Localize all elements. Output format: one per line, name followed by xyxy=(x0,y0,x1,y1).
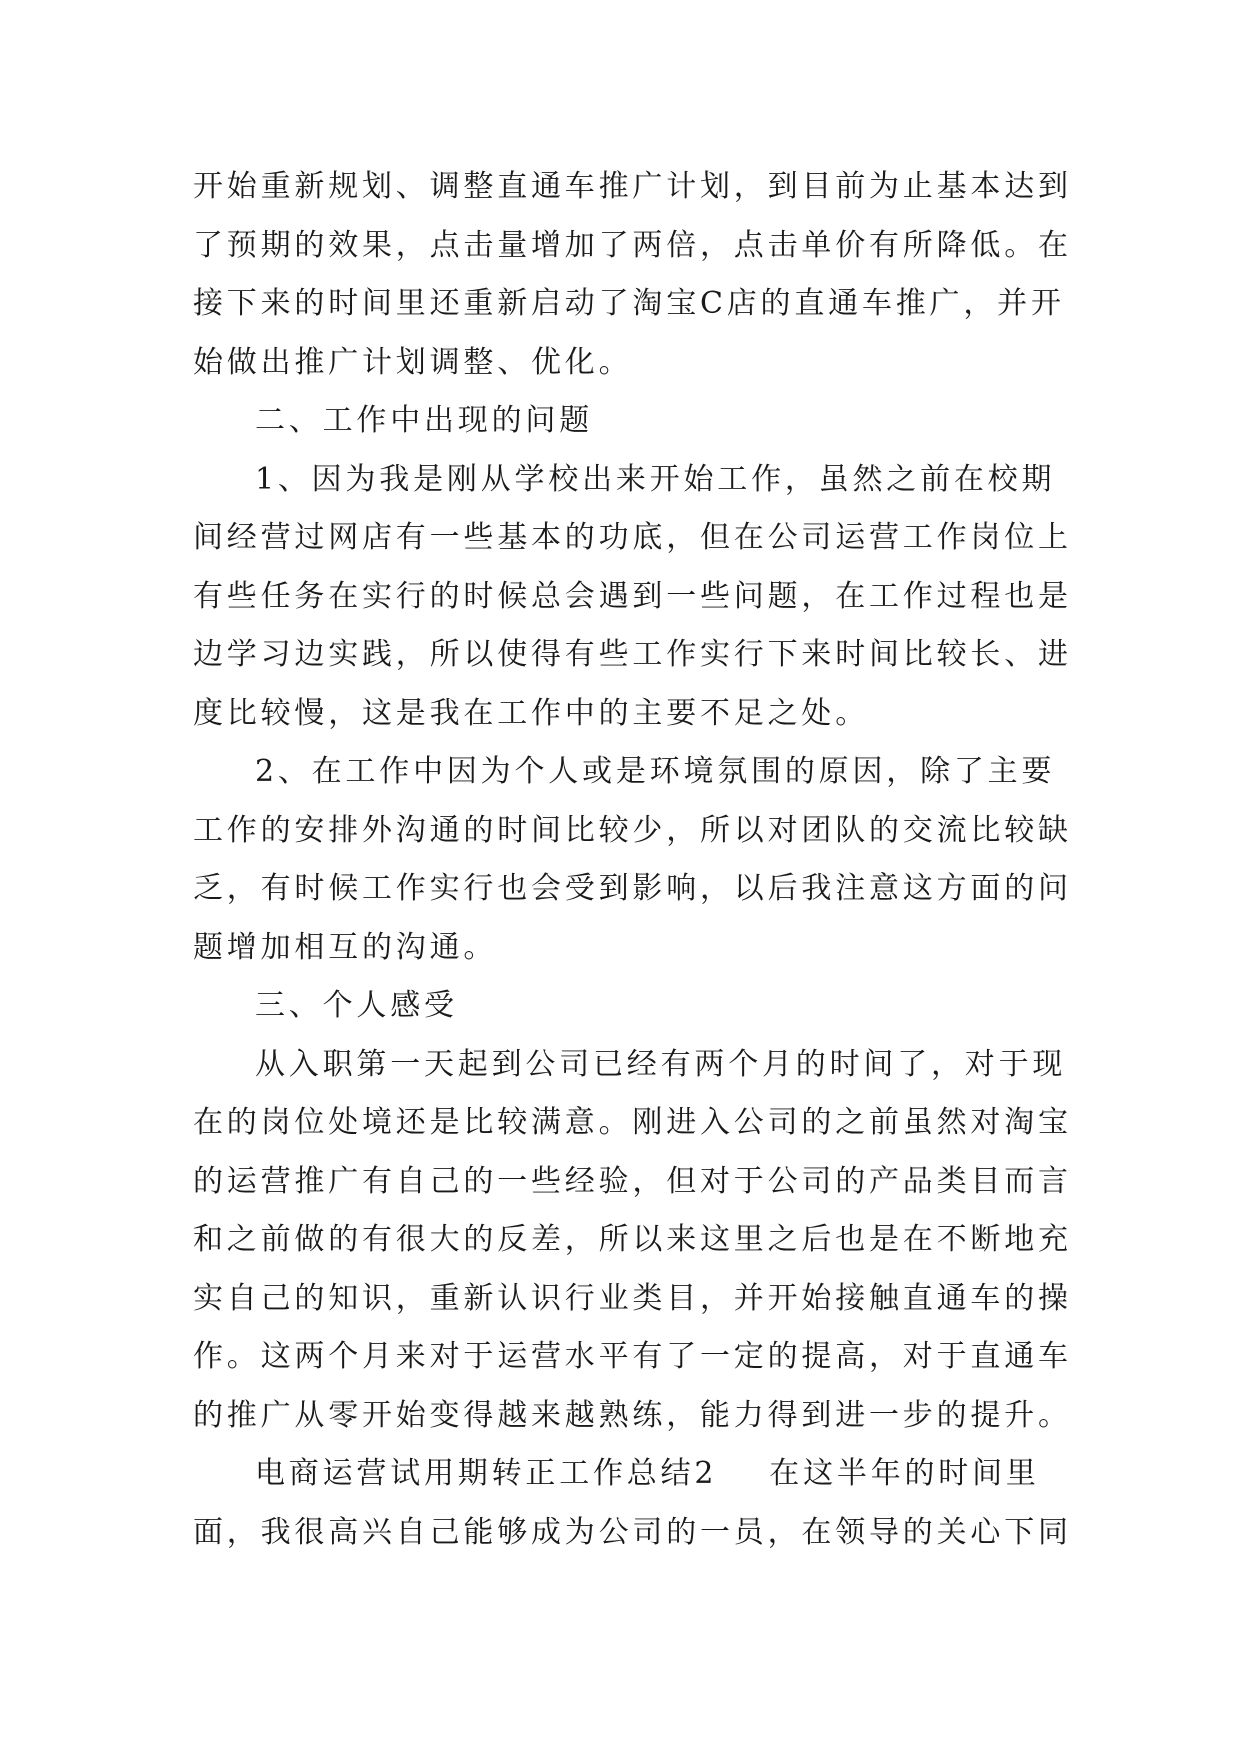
section-heading: 三、个人感受 xyxy=(255,988,458,1023)
paragraph-line: 边学习边实践，所以使得有些工作实行下来时间比较长、进 xyxy=(193,637,1072,672)
paragraph-line: 乏，有时候工作实行也会受到影响，以后我注意这方面的问 xyxy=(193,871,1072,906)
paragraph-line: 开始重新规划、调整直通车推广计划，到目前为止基本达到 xyxy=(193,169,1072,204)
paragraph-line: 和之前做的有很大的反差，所以来这里之后也是在不断地充 xyxy=(193,1222,1072,1257)
paragraph-line: 题增加相互的沟通。 xyxy=(193,929,498,965)
paragraph-line: 实自己的知识，重新认识行业类目，并开始接触直通车的操 xyxy=(193,1280,1072,1316)
paragraph-line: 度比较慢，这是我在工作中的主要不足之处。 xyxy=(193,695,869,731)
section-heading: 二、工作中出现的问题 xyxy=(255,403,593,438)
paragraph-line: 有些任务在实行的时候总会遇到一些问题，在工作过程也是 xyxy=(193,578,1072,614)
document-title: 电商运营试用期转正工作总结2 xyxy=(255,1456,718,1491)
paragraph-line: 间经营过网店有一些基本的功底，但在公司运营工作岗位上 xyxy=(193,520,1072,555)
paragraph-line: 2、在工作中因为个人或是环境氛围的原因，除了主要 xyxy=(255,754,1056,789)
title-continuation: 在这半年的时间里 xyxy=(769,1456,1040,1491)
paragraph-line: 工作的安排外沟通的时间比较少，所以对团队的交流比较缺 xyxy=(193,812,1072,848)
paragraph-line: 在的岗位处境还是比较满意。刚进入公司的之前虽然对淘宝 xyxy=(193,1105,1072,1140)
paragraph-line: 接下来的时间里还重新启动了淘宝C店的直通车推广，并开 xyxy=(193,286,1065,321)
paragraph-line: 面，我很高兴自己能够成为公司的一员，在领导的关心下同 xyxy=(193,1514,1072,1550)
document-body xyxy=(193,158,1073,1562)
paragraph-line: 了预期的效果，点击量增加了两倍，点击单价有所降低。在 xyxy=(193,227,1072,263)
paragraph-line: 的推广从零开始变得越来越熟练，能力得到进一步的提升。 xyxy=(193,1397,1072,1433)
paragraph-line: 始做出推广计划调整、优化。 xyxy=(193,344,633,380)
paragraph-line: 作。这两个月来对于运营水平有了一定的提高，对于直通车 xyxy=(193,1339,1072,1374)
paragraph-line: 1、因为我是刚从学校出来开始工作，虽然之前在校期 xyxy=(255,461,1056,497)
title-line xyxy=(193,1445,1073,1504)
paragraph-line: 从入职第一天起到公司已经有两个月的时间了，对于现 xyxy=(255,1046,1067,1082)
paragraph-line: 的运营推广有自己的一些经验，但对于公司的产品类目而言 xyxy=(193,1163,1072,1199)
